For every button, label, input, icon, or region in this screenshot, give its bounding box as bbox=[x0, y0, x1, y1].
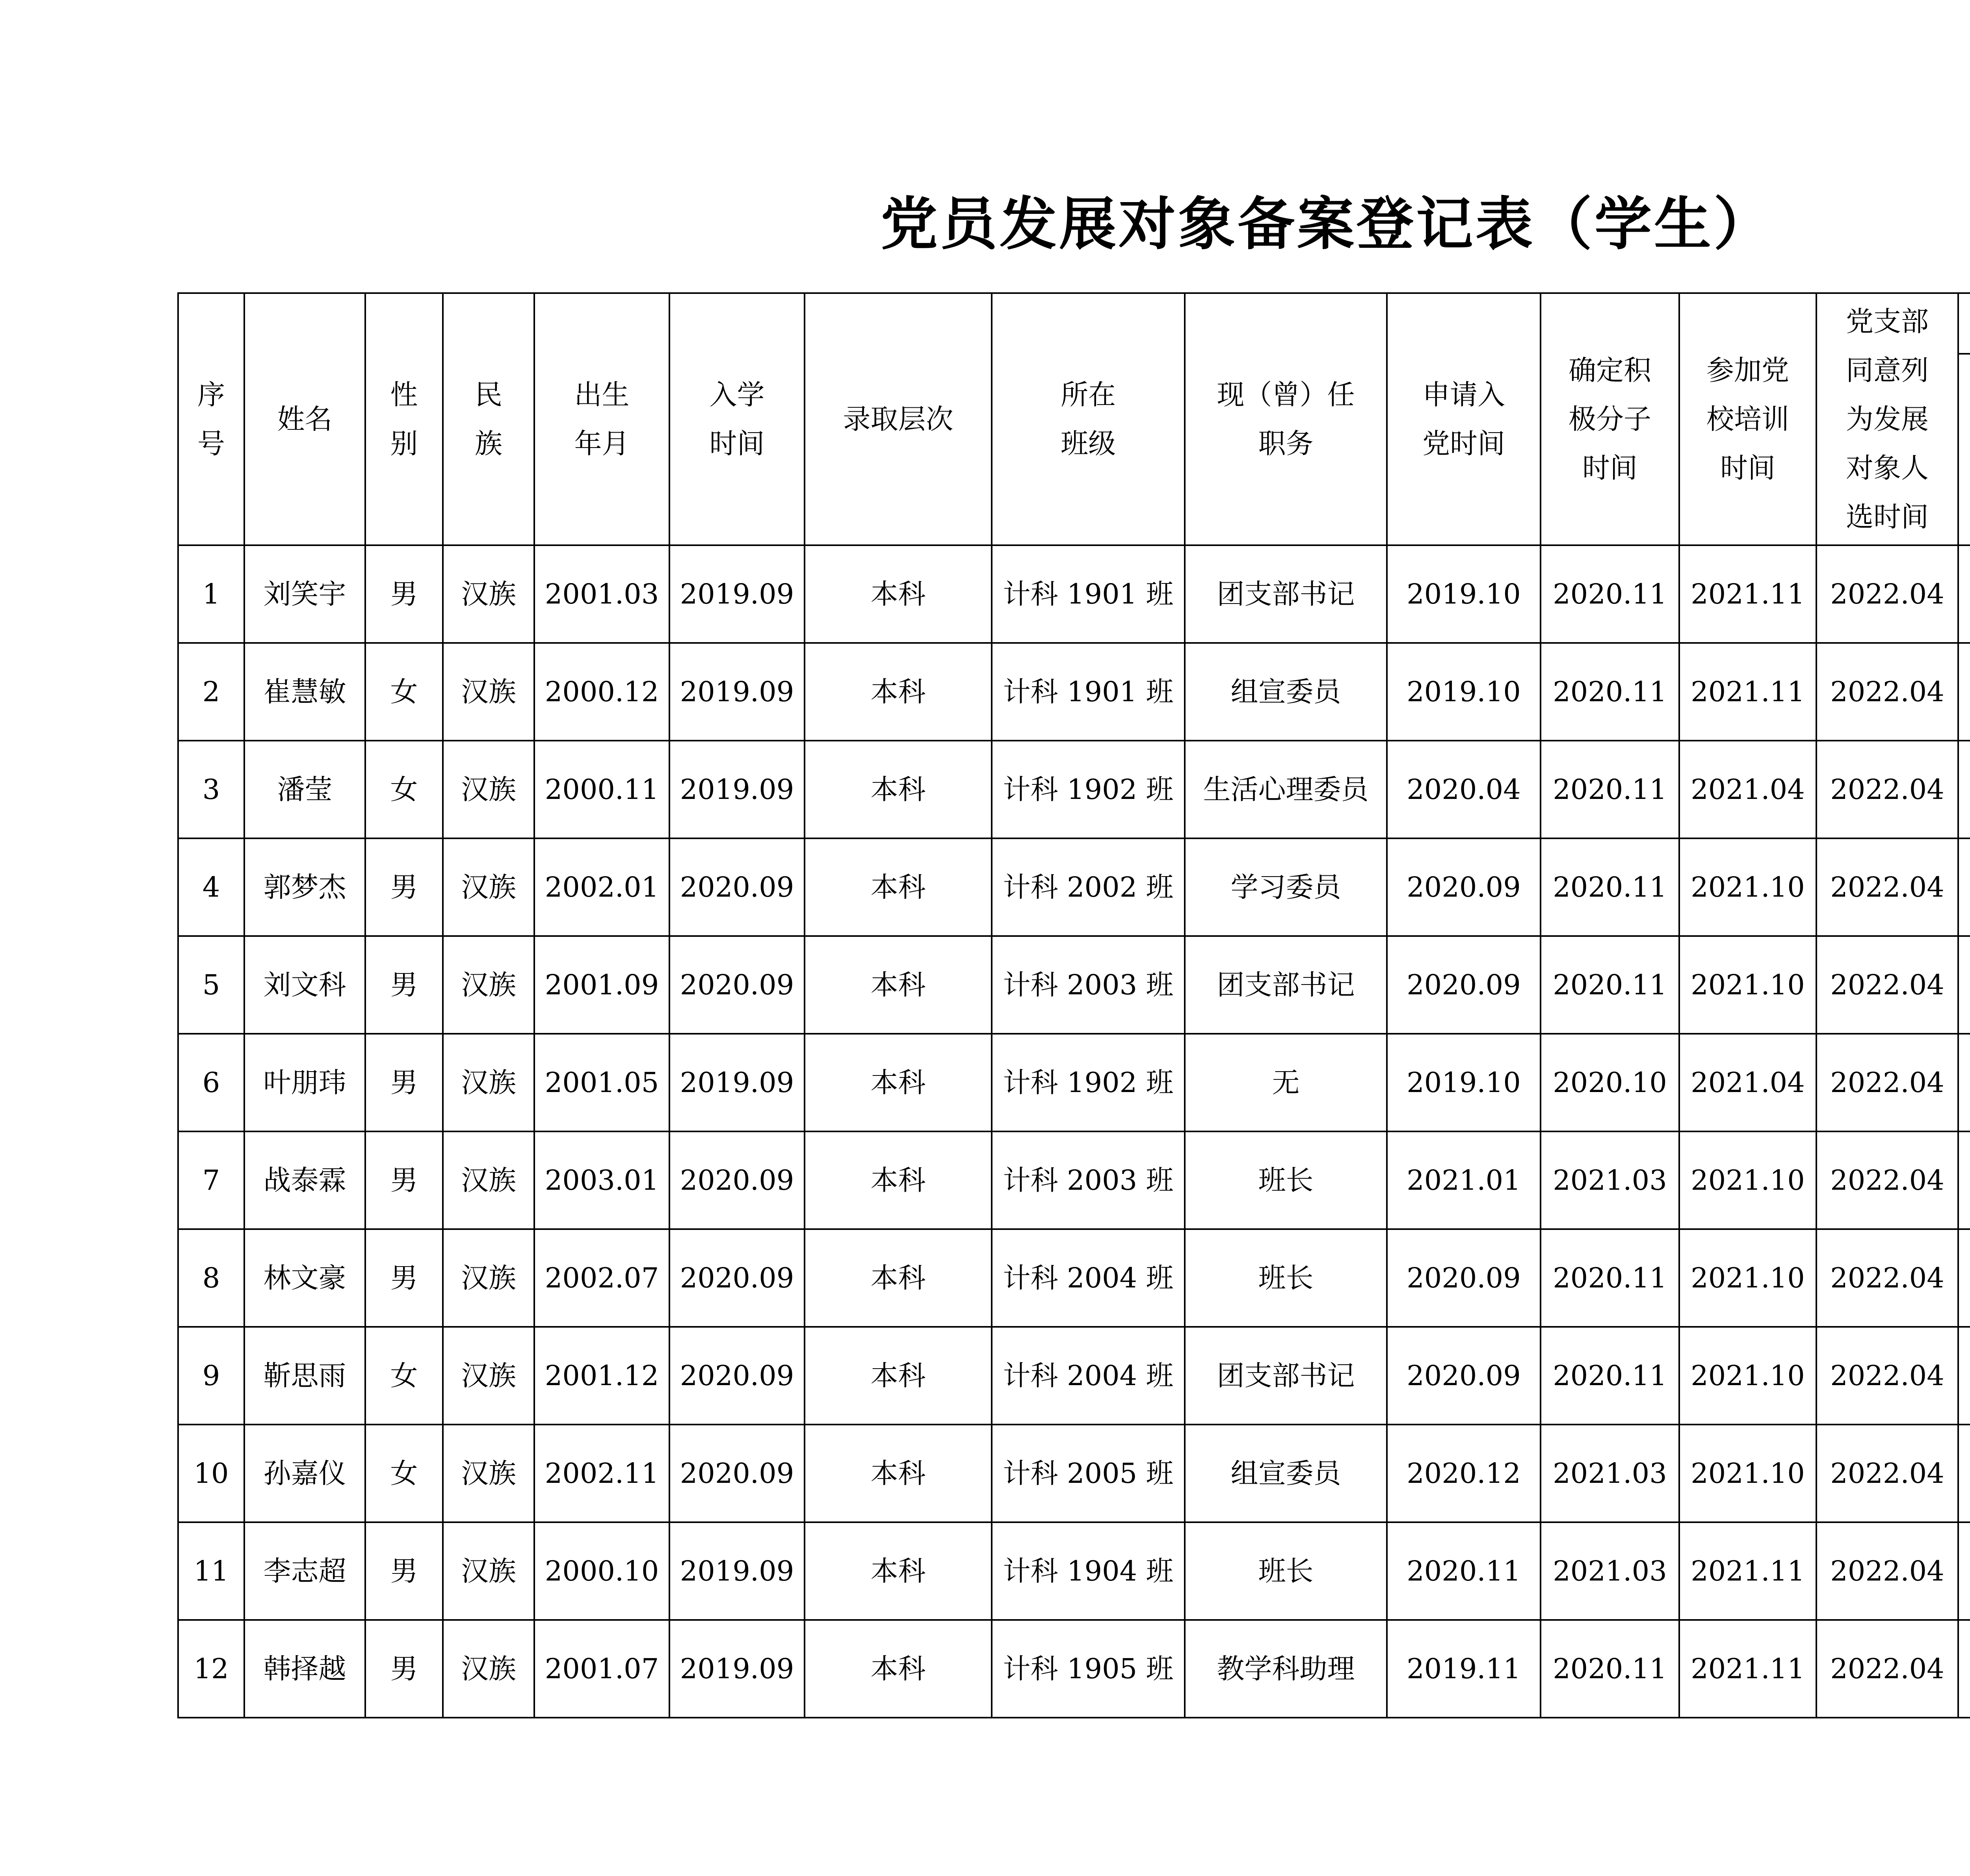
header-study-rank bbox=[1958, 354, 1970, 545]
cell-position: 生活心理委员 bbox=[1185, 741, 1387, 838]
cell-seq: 12 bbox=[178, 1620, 244, 1718]
cell-gender: 男 bbox=[365, 545, 443, 643]
cell-ethnicity: 汉族 bbox=[443, 838, 534, 936]
cell-apply: 2020.09 bbox=[1387, 936, 1541, 1034]
cell-position: 无 bbox=[1185, 1034, 1387, 1131]
cell-apply: 2019.10 bbox=[1387, 643, 1541, 741]
cell-study1 bbox=[1958, 1034, 1970, 1131]
cell-ethnicity: 汉族 bbox=[443, 1327, 534, 1425]
cell-study1 bbox=[1958, 643, 1970, 741]
cell-seq: 4 bbox=[178, 838, 244, 936]
cell-activist: 2020.11 bbox=[1541, 838, 1679, 936]
cell-enrollment: 2019.09 bbox=[669, 1522, 805, 1620]
cell-class: 计科 2003 班 bbox=[992, 1131, 1185, 1229]
header-apply-time: 申请入 党时间 bbox=[1387, 293, 1541, 545]
cell-birth: 2001.12 bbox=[534, 1327, 669, 1425]
cell-enrollment: 2019.09 bbox=[669, 1620, 805, 1718]
cell-approval: 2022.04 bbox=[1816, 741, 1958, 838]
cell-enrollment: 2019.09 bbox=[669, 1034, 805, 1131]
cell-position: 班长 bbox=[1185, 1131, 1387, 1229]
table-row bbox=[178, 1425, 1970, 1522]
cell-name: 战泰霖 bbox=[244, 1131, 365, 1229]
header-position: 现（曾）任 职务 bbox=[1185, 293, 1387, 545]
cell-level: 本科 bbox=[805, 1229, 992, 1327]
header-approval-time: 党支部 同意列 为发展 对象人 选时间 bbox=[1816, 293, 1958, 545]
header-enrollment: 入学 时间 bbox=[669, 293, 805, 545]
cell-ethnicity: 汉族 bbox=[443, 1425, 534, 1522]
cell-ethnicity: 汉族 bbox=[443, 1034, 534, 1131]
cell-class: 计科 1901 班 bbox=[992, 545, 1185, 643]
cell-apply: 2020.12 bbox=[1387, 1425, 1541, 1522]
cell-training: 2021.04 bbox=[1679, 741, 1816, 838]
cell-activist: 2020.11 bbox=[1541, 1327, 1679, 1425]
cell-enrollment: 2020.09 bbox=[669, 1131, 805, 1229]
cell-study1 bbox=[1958, 545, 1970, 643]
cell-ethnicity: 汉族 bbox=[443, 936, 534, 1034]
header-class: 所在 班级 bbox=[992, 293, 1185, 545]
cell-birth: 2002.07 bbox=[534, 1229, 669, 1327]
cell-position: 班长 bbox=[1185, 1229, 1387, 1327]
cell-approval: 2022.04 bbox=[1816, 1034, 1958, 1131]
cell-training: 2021.10 bbox=[1679, 838, 1816, 936]
cell-name: 潘莹 bbox=[244, 741, 365, 838]
cell-class: 计科 1902 班 bbox=[992, 741, 1185, 838]
cell-birth: 2001.07 bbox=[534, 1620, 669, 1718]
cell-study1 bbox=[1958, 838, 1970, 936]
cell-activist: 2021.03 bbox=[1541, 1522, 1679, 1620]
cell-apply: 2019.11 bbox=[1387, 1620, 1541, 1718]
cell-level: 本科 bbox=[805, 545, 992, 643]
cell-gender: 女 bbox=[365, 643, 443, 741]
cell-gender: 女 bbox=[365, 1327, 443, 1425]
cell-enrollment: 2020.09 bbox=[669, 1327, 805, 1425]
cell-study1 bbox=[1958, 1229, 1970, 1327]
cell-approval: 2022.04 bbox=[1816, 545, 1958, 643]
cell-apply: 2020.09 bbox=[1387, 1327, 1541, 1425]
cell-study1 bbox=[1958, 936, 1970, 1034]
cell-gender: 女 bbox=[365, 741, 443, 838]
header-activist-time: 确定积 极分子 时间 bbox=[1541, 293, 1679, 545]
cell-level: 本科 bbox=[805, 1131, 992, 1229]
cell-gender: 男 bbox=[365, 1522, 443, 1620]
cell-enrollment: 2020.09 bbox=[669, 1425, 805, 1522]
cell-gender: 男 bbox=[365, 936, 443, 1034]
cell-ethnicity: 汉族 bbox=[443, 545, 534, 643]
cell-birth: 2003.01 bbox=[534, 1131, 669, 1229]
cell-position: 团支部书记 bbox=[1185, 936, 1387, 1034]
cell-class: 计科 2004 班 bbox=[992, 1229, 1185, 1327]
header-birth: 出生 年月 bbox=[534, 293, 669, 545]
cell-ethnicity: 汉族 bbox=[443, 1620, 534, 1718]
cell-enrollment: 2019.09 bbox=[669, 545, 805, 643]
cell-seq: 9 bbox=[178, 1327, 244, 1425]
cell-birth: 2002.01 bbox=[534, 838, 669, 936]
cell-birth: 2001.05 bbox=[534, 1034, 669, 1131]
cell-training: 2021.10 bbox=[1679, 1131, 1816, 1229]
cell-enrollment: 2020.09 bbox=[669, 1229, 805, 1327]
cell-approval: 2022.04 bbox=[1816, 936, 1958, 1034]
cell-study1 bbox=[1958, 1327, 1970, 1425]
cell-name: 韩择越 bbox=[244, 1620, 365, 1718]
cell-seq: 10 bbox=[178, 1425, 244, 1522]
cell-gender: 男 bbox=[365, 838, 443, 936]
cell-birth: 2002.11 bbox=[534, 1425, 669, 1522]
cell-birth: 2001.09 bbox=[534, 936, 669, 1034]
cell-training: 2021.04 bbox=[1679, 1034, 1816, 1131]
cell-study1 bbox=[1958, 1522, 1970, 1620]
table-body bbox=[178, 545, 1970, 1718]
cell-class: 计科 1901 班 bbox=[992, 643, 1185, 741]
cell-gender: 女 bbox=[365, 1425, 443, 1522]
header-admission-level: 录取层次 bbox=[805, 293, 992, 545]
cell-apply: 2020.11 bbox=[1387, 1522, 1541, 1620]
header-gender: 性 别 bbox=[365, 293, 443, 545]
cell-level: 本科 bbox=[805, 1620, 992, 1718]
cell-apply: 2021.01 bbox=[1387, 1131, 1541, 1229]
cell-position: 班长 bbox=[1185, 1522, 1387, 1620]
cell-ethnicity: 汉族 bbox=[443, 741, 534, 838]
cell-training: 2021.10 bbox=[1679, 1425, 1816, 1522]
cell-gender: 男 bbox=[365, 1229, 443, 1327]
cell-position: 教学科助理 bbox=[1185, 1620, 1387, 1718]
cell-class: 计科 2003 班 bbox=[992, 936, 1185, 1034]
cell-seq: 6 bbox=[178, 1034, 244, 1131]
cell-activist: 2020.11 bbox=[1541, 741, 1679, 838]
cell-ethnicity: 汉族 bbox=[443, 1131, 534, 1229]
cell-approval: 2022.04 bbox=[1816, 838, 1958, 936]
cell-level: 本科 bbox=[805, 741, 992, 838]
cell-approval: 2022.04 bbox=[1816, 1327, 1958, 1425]
cell-position: 组宣委员 bbox=[1185, 1425, 1387, 1522]
cell-ethnicity: 汉族 bbox=[443, 1229, 534, 1327]
header-recent-semesters bbox=[1958, 293, 1970, 354]
cell-seq: 7 bbox=[178, 1131, 244, 1229]
cell-approval: 2022.04 bbox=[1816, 643, 1958, 741]
cell-birth: 2000.11 bbox=[534, 741, 669, 838]
cell-apply: 2020.09 bbox=[1387, 1229, 1541, 1327]
cell-position: 学习委员 bbox=[1185, 838, 1387, 936]
table-row bbox=[178, 1620, 1970, 1718]
table-row bbox=[178, 1327, 1970, 1425]
cell-apply: 2019.10 bbox=[1387, 545, 1541, 643]
cell-approval: 2022.04 bbox=[1816, 1229, 1958, 1327]
cell-activist: 2020.11 bbox=[1541, 643, 1679, 741]
cell-enrollment: 2020.09 bbox=[669, 838, 805, 936]
cell-seq: 5 bbox=[178, 936, 244, 1034]
cell-position: 团支部书记 bbox=[1185, 545, 1387, 643]
table-row bbox=[178, 1034, 1970, 1131]
cell-name: 刘笑宇 bbox=[244, 545, 365, 643]
cell-approval: 2022.04 bbox=[1816, 1425, 1958, 1522]
cell-activist: 2021.03 bbox=[1541, 1131, 1679, 1229]
cell-seq: 1 bbox=[178, 545, 244, 643]
cell-class: 计科 2002 班 bbox=[992, 838, 1185, 936]
cell-seq: 2 bbox=[178, 643, 244, 741]
cell-birth: 2000.12 bbox=[534, 643, 669, 741]
cell-level: 本科 bbox=[805, 1425, 992, 1522]
table-row bbox=[178, 1229, 1970, 1327]
cell-activist: 2020.10 bbox=[1541, 1034, 1679, 1131]
cell-apply: 2020.04 bbox=[1387, 741, 1541, 838]
cell-level: 本科 bbox=[805, 936, 992, 1034]
header-training-time: 参加党 校培训 时间 bbox=[1679, 293, 1816, 545]
table-row bbox=[178, 936, 1970, 1034]
cell-class: 计科 1905 班 bbox=[992, 1620, 1185, 1718]
table-row bbox=[178, 545, 1970, 643]
cell-class: 计科 2005 班 bbox=[992, 1425, 1185, 1522]
cell-level: 本科 bbox=[805, 643, 992, 741]
cell-apply: 2019.10 bbox=[1387, 1034, 1541, 1131]
cell-seq: 11 bbox=[178, 1522, 244, 1620]
cell-name: 崔慧敏 bbox=[244, 643, 365, 741]
cell-training: 2021.10 bbox=[1679, 1327, 1816, 1425]
cell-training: 2021.11 bbox=[1679, 1522, 1816, 1620]
cell-seq: 8 bbox=[178, 1229, 244, 1327]
header-name: 姓名 bbox=[244, 293, 365, 545]
cell-training: 2021.11 bbox=[1679, 643, 1816, 741]
cell-position: 团支部书记 bbox=[1185, 1327, 1387, 1425]
cell-level: 本科 bbox=[805, 838, 992, 936]
cell-level: 本科 bbox=[805, 1522, 992, 1620]
cell-approval: 2022.04 bbox=[1816, 1620, 1958, 1718]
cell-enrollment: 2020.09 bbox=[669, 936, 805, 1034]
cell-class: 计科 1904 班 bbox=[992, 1522, 1185, 1620]
cell-training: 2021.11 bbox=[1679, 545, 1816, 643]
table-row bbox=[178, 1131, 1970, 1229]
cell-ethnicity: 汉族 bbox=[443, 643, 534, 741]
cell-study1 bbox=[1958, 741, 1970, 838]
cell-name: 刘文科 bbox=[244, 936, 365, 1034]
cell-activist: 2020.11 bbox=[1541, 936, 1679, 1034]
cell-name: 郭梦杰 bbox=[244, 838, 365, 936]
table-row bbox=[178, 1522, 1970, 1620]
cell-activist: 2021.03 bbox=[1541, 1425, 1679, 1522]
cell-name: 靳思雨 bbox=[244, 1327, 365, 1425]
cell-name: 李志超 bbox=[244, 1522, 365, 1620]
cell-gender: 男 bbox=[365, 1034, 443, 1131]
cell-activist: 2020.11 bbox=[1541, 545, 1679, 643]
table-row bbox=[178, 838, 1970, 936]
cell-approval: 2022.04 bbox=[1816, 1131, 1958, 1229]
table-row bbox=[178, 741, 1970, 838]
cell-name: 林文豪 bbox=[244, 1229, 365, 1327]
cell-level: 本科 bbox=[805, 1327, 992, 1425]
cell-training: 2021.11 bbox=[1679, 1620, 1816, 1718]
cell-apply: 2020.09 bbox=[1387, 838, 1541, 936]
page-title: 党员发展对象备案登记表（学生） bbox=[881, 191, 1773, 258]
cell-gender: 男 bbox=[365, 1620, 443, 1718]
cell-gender: 男 bbox=[365, 1131, 443, 1229]
cell-name: 孙嘉仪 bbox=[244, 1425, 365, 1522]
cell-enrollment: 2019.09 bbox=[669, 741, 805, 838]
cell-position: 组宣委员 bbox=[1185, 643, 1387, 741]
table-row bbox=[178, 643, 1970, 741]
header-ethnicity: 民 族 bbox=[443, 293, 534, 545]
cell-level: 本科 bbox=[805, 1034, 992, 1131]
cell-study1 bbox=[1958, 1131, 1970, 1229]
cell-training: 2021.10 bbox=[1679, 1229, 1816, 1327]
cell-approval: 2022.04 bbox=[1816, 1522, 1958, 1620]
header-seq: 序 号 bbox=[178, 293, 244, 545]
cell-birth: 2000.10 bbox=[534, 1522, 669, 1620]
cell-birth: 2001.03 bbox=[534, 545, 669, 643]
cell-study1 bbox=[1958, 1620, 1970, 1718]
cell-training: 2021.10 bbox=[1679, 936, 1816, 1034]
cell-class: 计科 1902 班 bbox=[992, 1034, 1185, 1131]
cell-study1 bbox=[1958, 1425, 1970, 1522]
registration-table bbox=[177, 292, 1970, 1718]
cell-ethnicity: 汉族 bbox=[443, 1522, 534, 1620]
cell-class: 计科 2004 班 bbox=[992, 1327, 1185, 1425]
cell-enrollment: 2019.09 bbox=[669, 643, 805, 741]
cell-seq: 3 bbox=[178, 741, 244, 838]
cell-activist: 2020.11 bbox=[1541, 1229, 1679, 1327]
cell-name: 叶朋玮 bbox=[244, 1034, 365, 1131]
cell-activist: 2020.11 bbox=[1541, 1620, 1679, 1718]
